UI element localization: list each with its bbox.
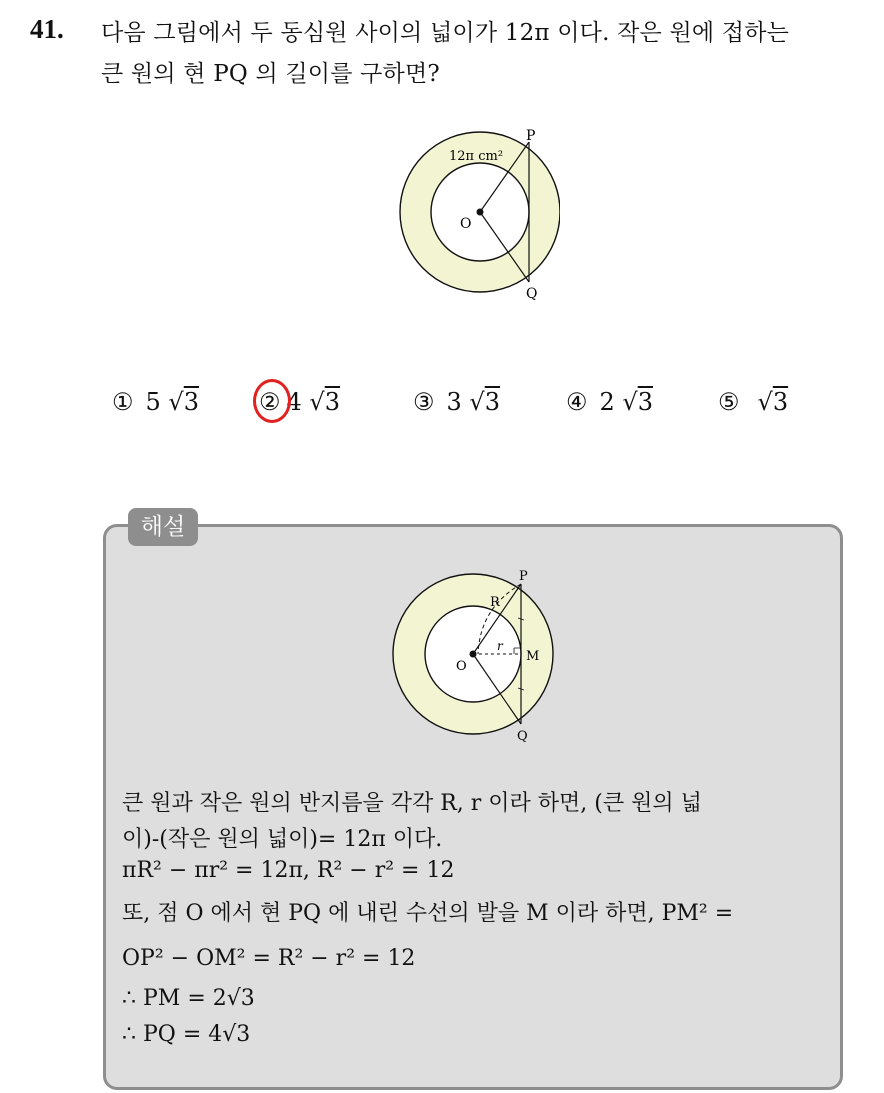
label-m: M xyxy=(526,649,540,664)
solution-figure xyxy=(380,568,560,748)
choice-3[interactable]: ③ 3 √3 xyxy=(413,388,500,416)
choice-5[interactable]: ⑤ √3 xyxy=(718,388,789,416)
solution-line2: 이)-(작은 원의 넓이)= 12π 이다. xyxy=(122,827,443,852)
concentric-circles-figure xyxy=(390,120,560,310)
question-text-line2: 큰 원의 현 PQ 의 길이를 구하면? xyxy=(101,61,440,87)
label-p: P xyxy=(519,569,528,584)
label-small-r: r xyxy=(497,639,503,653)
label-o: O xyxy=(456,659,467,674)
answer-choices xyxy=(0,388,884,428)
label-q: Q xyxy=(517,729,528,744)
solution-line3: πR² − πr² = 12π, R² − r² = 12 xyxy=(122,858,455,883)
center-point xyxy=(470,651,477,658)
selected-answer-mark xyxy=(253,379,291,423)
question-number: 41. xyxy=(30,14,64,44)
label-p: P xyxy=(526,128,536,144)
solution-line4: 또, 점 O 에서 현 PQ 에 내린 수선의 발을 M 이라 하면, PM² = xyxy=(122,901,734,926)
label-o: O xyxy=(460,216,472,232)
area-label: 12π cm² xyxy=(449,149,504,164)
solution-line1: 큰 원과 작은 원의 반지름을 각각 R, r 이라 하면, (큰 원의 넓 xyxy=(122,791,702,816)
solution-tag: 해설 xyxy=(128,508,198,546)
label-q: Q xyxy=(526,286,538,302)
center-point xyxy=(477,209,484,216)
choice-2[interactable]: ② 4 √3 xyxy=(259,388,340,416)
label-big-r: R xyxy=(490,595,500,610)
solution-line7: ∴ PQ = 4√3 xyxy=(122,1022,251,1047)
solution-line6: ∴ PM = 2√3 xyxy=(122,986,255,1011)
choice-1[interactable]: ① 5 √3 xyxy=(112,388,199,416)
choice-4[interactable]: ④ 2 √3 xyxy=(566,388,653,416)
solution-line5: OP² − OM² = R² − r² = 12 xyxy=(122,946,416,971)
question-text-line1: 다음 그림에서 두 동심원 사이의 넓이가 12π 이다. 작은 원에 접하는 xyxy=(101,20,790,46)
